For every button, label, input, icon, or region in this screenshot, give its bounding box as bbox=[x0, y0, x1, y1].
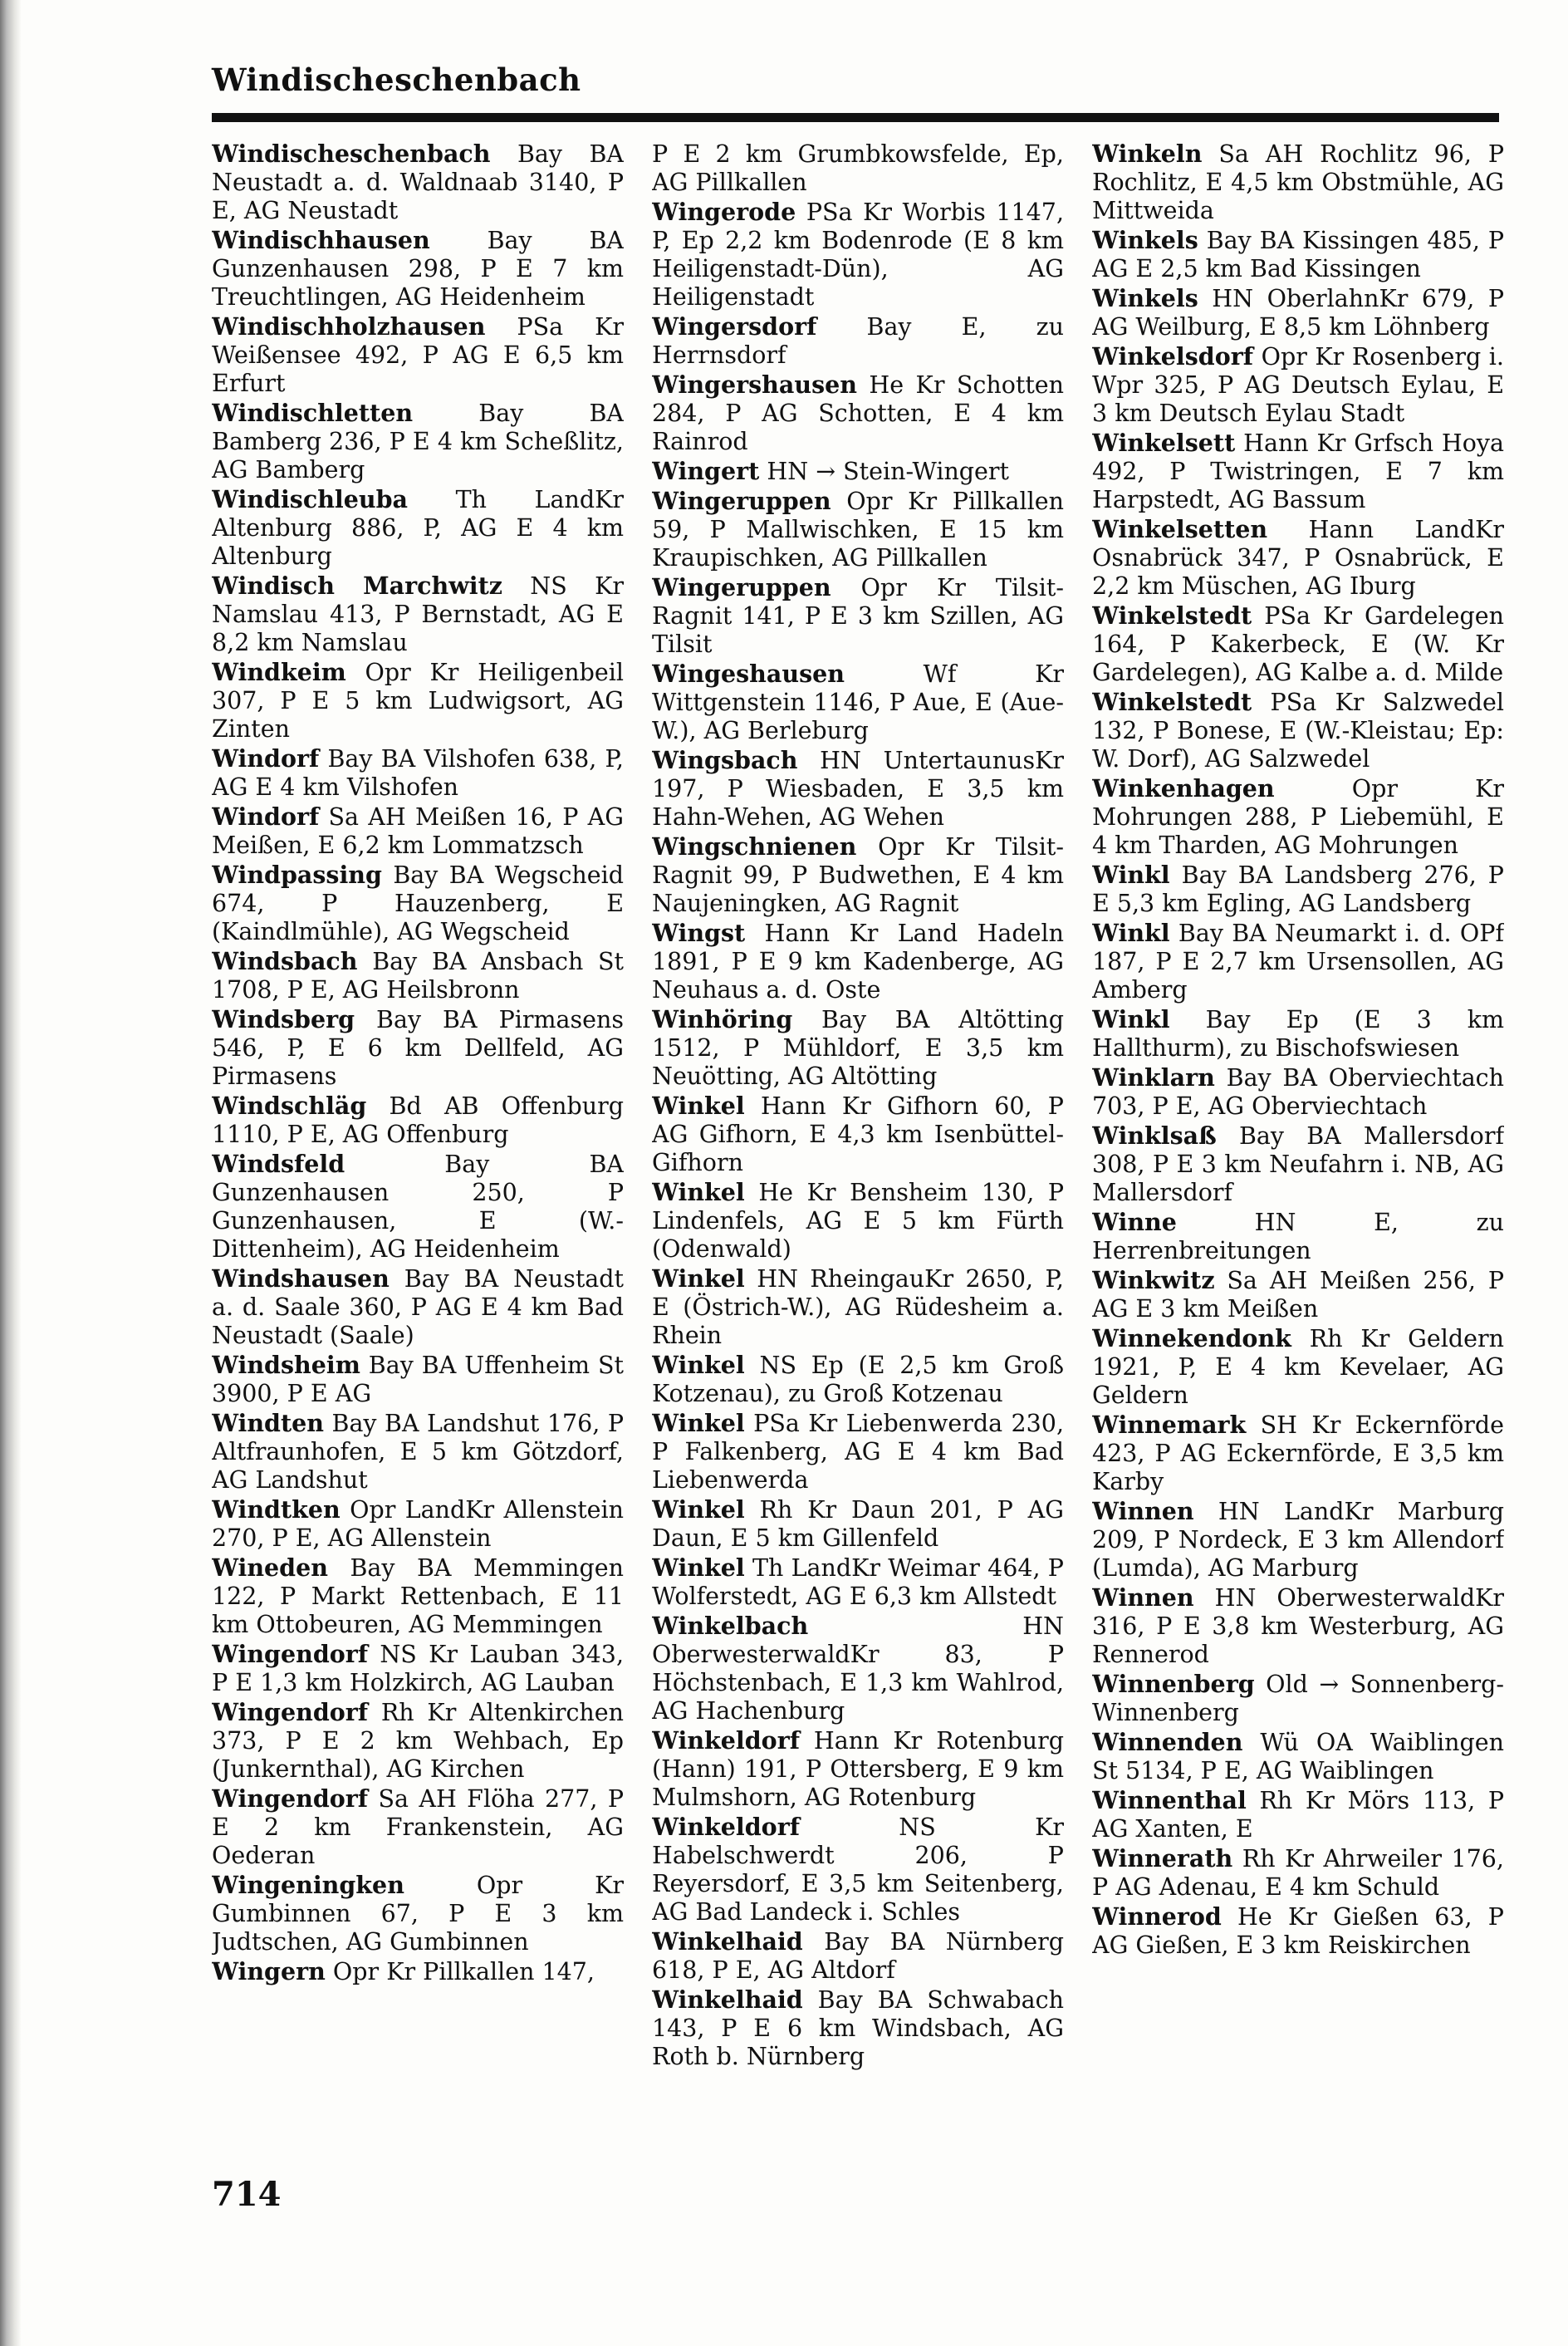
gazetteer-entry bbox=[652, 919, 1064, 1004]
entry-headword: Winnerath bbox=[1092, 1844, 1233, 1872]
entry-text: Hann Kr Land Hadeln 1891, P E 9 km Kadenberge, AG Neuhaus a. d. Oste bbox=[652, 920, 1064, 1004]
entry-headword: Winnenthal bbox=[1092, 1786, 1247, 1814]
entry-headword: Wineden bbox=[212, 1553, 328, 1582]
entry-headword: Winkelsett bbox=[1092, 429, 1236, 457]
entry-headword: Windsbach bbox=[212, 947, 358, 975]
entry-text: Opr LandKr Allenstein 270, P E, AG Allenstein bbox=[212, 1496, 624, 1552]
book-binding-edge bbox=[0, 0, 22, 2346]
entry-text: Bay BA Neustadt a. d. Waldnaab 3140, P E, AG Neustadt bbox=[212, 140, 624, 224]
gazetteer-entry bbox=[652, 1178, 1064, 1264]
gazetteer-entry bbox=[1092, 1844, 1504, 1902]
entry-headword: Windten bbox=[212, 1409, 324, 1437]
entry-headword: Winkelhaid bbox=[652, 1927, 803, 1956]
entry-text: Rh Kr Daun 201, P AG Daun, E 5 km Gillenfeld bbox=[652, 1496, 1064, 1552]
gazetteer-entry bbox=[652, 1612, 1064, 1725]
entry-headword: Wingst bbox=[652, 919, 746, 947]
gazetteer-entry bbox=[652, 746, 1064, 832]
gazetteer-entry bbox=[212, 1092, 624, 1149]
gazetteer-entry bbox=[212, 658, 624, 744]
entry-text: Bay BA Pirmasens 546, P, E 6 km Dellfeld, AG Pirmasens bbox=[212, 1006, 624, 1090]
entry-text: Rh Kr Ahrweiler 176, P AG Adenau, E 4 km Schuld bbox=[1092, 1845, 1504, 1901]
entry-text: Wf Kr Wittgenstein 1146, P Aue, E (Aue-W.), AG Berleburg bbox=[652, 660, 1064, 744]
entry-headword: Winnen bbox=[1092, 1497, 1194, 1525]
gazetteer-entry bbox=[1092, 1583, 1504, 1669]
gazetteer-entry bbox=[212, 1264, 624, 1350]
gazetteer-entry bbox=[212, 1698, 624, 1784]
entry-text: HN OberwesterwaldKr 83, P Höchstenbach, E 1,3 km Wahlrod, AG Hachenburg bbox=[652, 1612, 1064, 1725]
gazetteer-entry bbox=[1092, 1266, 1504, 1323]
gazetteer-entry bbox=[1092, 1121, 1504, 1207]
entry-text: Rh Kr Altenkirchen 373, P E 2 km Wehbach, Ep (Junkernthal), AG Kirchen bbox=[212, 1699, 624, 1783]
entry-text: Bay BA Bamberg 236, P E 4 km Scheßlitz, AG Bamberg bbox=[212, 400, 624, 483]
gazetteer-entry bbox=[1092, 1411, 1504, 1496]
entry-text: NS Kr Lauban 343, P E 1,3 km Holzkirch, AG Lauban bbox=[212, 1641, 624, 1696]
entry-text: Old → Sonnenberg-Winnenberg bbox=[1092, 1671, 1504, 1726]
entry-headword: Windshausen bbox=[212, 1264, 390, 1293]
gazetteer-entry bbox=[1092, 226, 1504, 283]
entry-headword: Wingern bbox=[212, 1957, 326, 1985]
gazetteer-entry bbox=[1092, 1902, 1504, 1960]
entry-headword: Windtken bbox=[212, 1495, 341, 1524]
entry-headword: Windischholzhausen bbox=[212, 312, 486, 341]
gazetteer-entry bbox=[652, 1005, 1064, 1091]
gazetteer-entry bbox=[212, 947, 624, 1004]
entry-text: He Kr Gießen 63, P AG Gießen, E 3 km Reiskirchen bbox=[1092, 1903, 1504, 1959]
gazetteer-entry bbox=[212, 861, 624, 946]
entry-headword: Wingschnienen bbox=[652, 832, 857, 861]
entry-headword: Winnemark bbox=[1092, 1411, 1247, 1439]
entry-text: Opr Kr Tilsit-Ragnit 141, P E 3 km Szillen, AG Tilsit bbox=[652, 574, 1064, 658]
entry-headword: Winnekendonk bbox=[1092, 1324, 1291, 1352]
gazetteer-entry bbox=[212, 572, 624, 657]
column-left bbox=[212, 140, 624, 2183]
entry-headword: Winkel bbox=[652, 1495, 745, 1524]
entry-text: Rh Kr Mörs 113, P AG Xanten, E bbox=[1092, 1787, 1504, 1843]
entry-headword: Wingerode bbox=[652, 198, 796, 226]
gazetteer-entry bbox=[652, 1985, 1064, 2071]
entry-headword: Winnen bbox=[1092, 1583, 1194, 1612]
gazetteer-entry bbox=[212, 744, 624, 802]
entry-headword: Winklsaß bbox=[1092, 1121, 1217, 1150]
entry-headword: Winkeln bbox=[1092, 140, 1203, 168]
entry-headword: Windsberg bbox=[212, 1005, 355, 1033]
entry-text: PSa Kr Liebenwerda 230, P Falkenberg, AG E 4 km Bad Liebenwerda bbox=[652, 1410, 1064, 1494]
entry-text: NS Kr Namslau 413, P Bernstadt, AG E 8,2 km Namslau bbox=[212, 572, 624, 656]
header-rule bbox=[212, 113, 1499, 122]
gazetteer-entry bbox=[1092, 140, 1504, 225]
entry-text: Bay BA Vilshofen 638, P, AG E 4 km Vilshofen bbox=[212, 745, 624, 801]
entry-headword: Windschläg bbox=[212, 1092, 367, 1120]
entry-text: Hann Kr Grfsch Hoya 492, P Twistringen, E 7 km Harpstedt, AG Bassum bbox=[1092, 429, 1504, 513]
entry-headword: Windsheim bbox=[212, 1351, 360, 1379]
entry-headword: Windorf bbox=[212, 802, 320, 831]
entry-headword: Winkeldorf bbox=[652, 1726, 800, 1755]
entry-headword: Windischeschenbach bbox=[212, 140, 491, 168]
gazetteer-entry bbox=[652, 1495, 1064, 1553]
entry-headword: Winkel bbox=[652, 1178, 745, 1206]
entry-headword: Windkeim bbox=[212, 658, 346, 686]
entry-text: Bay BA Nürnberg 618, P E, AG Altdorf bbox=[652, 1928, 1064, 1984]
entry-text: HN E, zu Herrenbreitungen bbox=[1092, 1209, 1504, 1264]
entry-text: HN OberlahnKr 679, P AG Weilburg, E 8,5 km Löhnberg bbox=[1092, 285, 1504, 341]
gazetteer-entry bbox=[1092, 1728, 1504, 1785]
entry-headword: Wingeshausen bbox=[652, 660, 845, 688]
entry-headword: Winkelhaid bbox=[652, 1985, 803, 2014]
gazetteer-entry bbox=[1092, 774, 1504, 860]
running-head: Windischeschenbach bbox=[212, 61, 581, 98]
entry-headword: Winkelstedt bbox=[1092, 688, 1252, 716]
entry-headword: Windischhausen bbox=[212, 226, 430, 254]
entry-text: Bay BA Kissingen 485, P AG E 2,5 km Bad Kissingen bbox=[1092, 227, 1504, 282]
entry-headword: Wingeningken bbox=[212, 1871, 404, 1899]
entry-headword: Winkel bbox=[652, 1553, 745, 1582]
entry-headword: Winkwitz bbox=[1092, 1266, 1215, 1294]
gazetteer-entry bbox=[1092, 1005, 1504, 1063]
gazetteer-entry bbox=[1092, 1497, 1504, 1583]
entry-headword: Windsfeld bbox=[212, 1150, 345, 1178]
entry-headword: Winkelsdorf bbox=[1092, 342, 1254, 371]
gazetteer-entry bbox=[212, 399, 624, 484]
entry-text: P E 2 km Grumbkowsfelde, Ep, AG Pillkallen bbox=[652, 140, 1064, 196]
entry-text: Th LandKr Altenburg 886, P, AG E 4 km Altenburg bbox=[212, 486, 624, 570]
entry-headword: Wingendorf bbox=[212, 1784, 369, 1813]
entry-text: Bay Ep (E 3 km Hallthurm), zu Bischofswiesen bbox=[1092, 1006, 1504, 1062]
entry-headword: Winkl bbox=[1092, 1005, 1170, 1033]
gazetteer-entry bbox=[652, 140, 1064, 197]
gazetteer-entry bbox=[1092, 1324, 1504, 1410]
entry-text: HN UntertaunusKr 197, P Wiesbaden, E 3,5 km Hahn-Wehen, AG Wehen bbox=[652, 747, 1064, 831]
entry-text: Bay BA Schwabach 143, P E 6 km Windsbach, AG Roth b. Nürnberg bbox=[652, 1986, 1064, 2070]
gazetteer-entry bbox=[652, 487, 1064, 572]
entry-headword: Wingershausen bbox=[652, 371, 857, 399]
gazetteer-entry bbox=[652, 371, 1064, 456]
entry-headword: Winkel bbox=[652, 1409, 745, 1437]
gazetteer-entry bbox=[1092, 601, 1504, 687]
gazetteer-entry bbox=[1092, 284, 1504, 341]
entry-headword: Winkels bbox=[1092, 284, 1198, 312]
entry-text: Opr Kr Rosenberg i. Wpr 325, P AG Deutsch Eylau, E 3 km Deutsch Eylau Stadt bbox=[1092, 343, 1504, 427]
gazetteer-entry bbox=[652, 198, 1064, 312]
entry-text: PSa Kr Worbis 1147, P, Ep 2,2 km Bodenrode (E 8 km Heiligenstadt-Dün), AG Heiligenstadt bbox=[652, 199, 1064, 311]
entry-text: Opr Kr Mohrungen 288, P Liebemühl, E 4 km Tharden, AG Mohrungen bbox=[1092, 775, 1504, 859]
gazetteer-entry bbox=[1092, 919, 1504, 1004]
entry-text: Opr Kr Pillkallen 59, P Mallwischken, E 15 km Kraupischken, AG Pillkallen bbox=[652, 488, 1064, 572]
entry-headword: Winkelsetten bbox=[1092, 515, 1268, 543]
entry-headword: Windpassing bbox=[212, 861, 382, 889]
gazetteer-entry bbox=[1092, 429, 1504, 514]
entry-headword: Wingendorf bbox=[212, 1698, 369, 1726]
gazetteer-entry bbox=[652, 1351, 1064, 1408]
entry-text: Bay BA Ansbach St 1708, P E, AG Heilsbronn bbox=[212, 948, 624, 1004]
column-right bbox=[1092, 140, 1504, 2183]
entry-text: Opr Kr Gumbinnen 67, P E 3 km Judtschen, AG Gumbinnen bbox=[212, 1872, 624, 1956]
entry-text: Bay BA Neustadt a. d. Saale 360, P AG E 4 km Bad Neustadt (Saale) bbox=[212, 1265, 624, 1349]
gazetteer-entry bbox=[652, 312, 1064, 370]
dictionary-page bbox=[212, 58, 1503, 2301]
entry-headword: Winnenberg bbox=[1092, 1670, 1255, 1698]
entry-text: Bay BA Gunzenhausen 250, P Gunzenhausen, E (W.-Dittenheim), AG Heidenheim bbox=[212, 1151, 624, 1263]
entry-text: Bd AB Offenburg 1110, P E, AG Offenburg bbox=[212, 1092, 624, 1148]
gazetteer-entry bbox=[212, 1495, 624, 1553]
entry-headword: Windischleuba bbox=[212, 485, 409, 513]
entry-text: Sa AH Meißen 256, P AG E 3 km Meißen bbox=[1092, 1267, 1504, 1323]
entry-text: Hann Kr Gifhorn 60, P AG Gifhorn, E 4,3 km Isenbüttel-Gifhorn bbox=[652, 1092, 1064, 1176]
gazetteer-entry bbox=[652, 1264, 1064, 1350]
entry-headword: Winkeldorf bbox=[652, 1813, 800, 1841]
gazetteer-entry bbox=[1092, 1786, 1504, 1843]
entry-text: Opr Kr Tilsit-Ragnit 99, P Budwethen, E 4 km Naujeningken, AG Ragnit bbox=[652, 833, 1064, 917]
gazetteer-entry bbox=[652, 1927, 1064, 1985]
entry-text: Sa AH Flöha 277, P E 2 km Frankenstein, AG Oederan bbox=[212, 1785, 624, 1869]
entry-headword: Wingeruppen bbox=[652, 487, 831, 515]
entry-text: Opr Kr Heiligenbeil 307, P E 5 km Ludwigsort, AG Zinten bbox=[212, 659, 624, 743]
entry-text: HN → Stein-Wingert bbox=[759, 458, 1009, 485]
gazetteer-entry bbox=[1092, 1063, 1504, 1121]
entry-text: Bay BA Gunzenhausen 298, P E 7 km Treuchtlingen, AG Heidenheim bbox=[212, 227, 624, 311]
entry-text: Sa AH Meißen 16, P AG Meißen, E 6,2 km Lommatzsch bbox=[212, 803, 624, 859]
entry-text: Opr Kr Pillkallen 147, bbox=[325, 1958, 595, 1985]
entry-headword: Winkelbach bbox=[652, 1612, 809, 1640]
entry-text: He Kr Bensheim 130, P Lindenfels, AG E 5 km Fürth (Odenwald) bbox=[652, 1179, 1064, 1263]
entry-text: Hann Kr Rotenburg (Hann) 191, P Ottersberg, E 9 km Mulmshorn, AG Rotenburg bbox=[652, 1727, 1064, 1811]
entry-text: Th LandKr Weimar 464, P Wolferstedt, AG E 6,3 km Allstedt bbox=[652, 1554, 1064, 1610]
gazetteer-entry bbox=[652, 1092, 1064, 1177]
gazetteer-entry bbox=[212, 485, 624, 571]
gazetteer-entry bbox=[1092, 1208, 1504, 1265]
gazetteer-entry bbox=[652, 1409, 1064, 1494]
entry-headword: Winkel bbox=[652, 1264, 745, 1293]
entry-text: PSa Kr Weißensee 492, P AG E 6,5 km Erfurt bbox=[212, 313, 624, 397]
entry-text: NS Ep (E 2,5 km Groß Kotzenau), zu Groß Kotzenau bbox=[652, 1352, 1064, 1407]
gazetteer-entry bbox=[212, 1640, 624, 1697]
entry-text: HN LandKr Marburg 209, P Nordeck, E 3 km Allendorf (Lumda), AG Marburg bbox=[1092, 1498, 1504, 1582]
gazetteer-entry bbox=[212, 802, 624, 860]
entry-text: Rh Kr Geldern 1921, P, E 4 km Kevelaer, AG Geldern bbox=[1092, 1325, 1504, 1409]
entry-headword: Winkl bbox=[1092, 861, 1170, 889]
entry-text: Bay BA Altötting 1512, P Mühldorf, E 3,5 km Neuötting, AG Altötting bbox=[652, 1006, 1064, 1090]
entry-text: PSa Kr Salzwedel 132, P Bonese, E (W.-Kleistau; Ep: W. Dorf), AG Salzwedel bbox=[1092, 689, 1504, 773]
gazetteer-entry bbox=[212, 1957, 624, 1986]
entry-text: Bay BA Mallersdorf 308, P E 3 km Neufahrn i. NB, AG Mallersdorf bbox=[1092, 1122, 1504, 1206]
entry-headword: Winne bbox=[1092, 1208, 1177, 1236]
gazetteer-entry bbox=[212, 140, 624, 225]
gazetteer-entry bbox=[652, 1813, 1064, 1926]
entry-headword: Winkel bbox=[652, 1092, 745, 1120]
gazetteer-entry bbox=[212, 1150, 624, 1264]
gazetteer-entry bbox=[212, 1351, 624, 1408]
entry-text: Bay BA Uffenheim St 3900, P E AG bbox=[212, 1352, 624, 1407]
entry-text: SH Kr Eckernförde 423, P AG Eckernförde, E 3,5 km Karby bbox=[1092, 1411, 1504, 1495]
gazetteer-entry bbox=[652, 832, 1064, 918]
entry-headword: Winklarn bbox=[1092, 1063, 1215, 1092]
gazetteer-entry bbox=[1092, 342, 1504, 428]
entry-text: He Kr Schotten 284, P AG Schotten, E 4 km Rainrod bbox=[652, 371, 1064, 455]
gazetteer-entry bbox=[652, 457, 1064, 486]
entry-text: NS Kr Habelschwerdt 206, P Reyersdorf, E 3,5 km Seitenberg, AG Bad Landeck i. Schles bbox=[652, 1813, 1064, 1926]
entry-text: Bay BA Landsberg 276, P E 5,3 km Egling, AG Landsberg bbox=[1092, 861, 1504, 917]
entry-text: Bay BA Oberviechtach 703, P E, AG Oberviechtach bbox=[1092, 1064, 1504, 1120]
entry-headword: Winkl bbox=[1092, 919, 1170, 947]
entry-text: Bay BA Wegscheid 674, P Hauzenberg, E (Kaindlmühle), AG Wegscheid bbox=[212, 861, 624, 945]
entry-text: Bay BA Landshut 176, P Altfraunhofen, E 5 km Götzdorf, AG Landshut bbox=[212, 1410, 624, 1494]
entry-text: Wü OA Waiblingen St 5134, P E, AG Waiblingen bbox=[1092, 1729, 1504, 1784]
entry-headword: Winkenhagen bbox=[1092, 774, 1275, 802]
entry-headword: Winkelstedt bbox=[1092, 601, 1252, 630]
gazetteer-entry bbox=[212, 1784, 624, 1870]
entry-headword: Winkels bbox=[1092, 226, 1198, 254]
gazetteer-entry bbox=[1092, 515, 1504, 601]
entry-text: HN RheingauKr 2650, P, E (Östrich-W.), AG Rüdesheim a. Rhein bbox=[652, 1265, 1064, 1349]
gazetteer-entry bbox=[1092, 688, 1504, 773]
entry-text: Sa AH Rochlitz 96, P Rochlitz, E 4,5 km Obstmühle, AG Mittweida bbox=[1092, 140, 1504, 224]
gazetteer-entry bbox=[1092, 1670, 1504, 1727]
entry-headword: Windorf bbox=[212, 744, 320, 773]
entry-text: HN OberwesterwaldKr 316, P E 3,8 km Westerburg, AG Rennerod bbox=[1092, 1584, 1504, 1668]
entry-headword: Wingendorf bbox=[212, 1640, 369, 1668]
entry-text: Hann LandKr Osnabrück 347, P Osnabrück, E 2,2 km Müschen, AG Iburg bbox=[1092, 516, 1504, 600]
entry-headword: Winnerod bbox=[1092, 1902, 1222, 1931]
gazetteer-entry bbox=[652, 660, 1064, 745]
gazetteer-entry bbox=[652, 573, 1064, 659]
gazetteer-entry bbox=[652, 1553, 1064, 1611]
entry-headword: Windisch Marchwitz bbox=[212, 572, 502, 600]
entry-text: PSa Kr Gardelegen 164, P Kakerbeck, E (W. Kr Gardelegen), AG Kalbe a. d. Milde bbox=[1092, 602, 1504, 686]
page-number: 714 bbox=[212, 2175, 282, 2214]
entry-columns bbox=[212, 140, 1503, 2183]
gazetteer-entry bbox=[652, 1726, 1064, 1812]
gazetteer-entry bbox=[212, 1409, 624, 1494]
gazetteer-entry bbox=[212, 1553, 624, 1639]
entry-text: Bay BA Memmingen 122, P Markt Rettenbach, E 11 km Ottobeuren, AG Memmingen bbox=[212, 1554, 624, 1638]
gazetteer-entry bbox=[212, 312, 624, 398]
entry-headword: Windischletten bbox=[212, 399, 414, 427]
entry-headword: Winhöring bbox=[652, 1005, 793, 1033]
entry-text: Bay BA Neumarkt i. d. OPf 187, P E 2,7 km Ursensollen, AG Amberg bbox=[1092, 920, 1504, 1004]
entry-headword: Wingsbach bbox=[652, 746, 798, 774]
entry-headword: Wingeruppen bbox=[652, 573, 831, 601]
entry-headword: Winnenden bbox=[1092, 1728, 1243, 1756]
gazetteer-entry bbox=[1092, 861, 1504, 918]
column-middle bbox=[652, 140, 1064, 2183]
gazetteer-entry bbox=[212, 1005, 624, 1091]
gazetteer-entry bbox=[212, 1871, 624, 1956]
entry-text: Bay E, zu Herrnsdorf bbox=[652, 313, 1064, 369]
entry-headword: Winkel bbox=[652, 1351, 745, 1379]
gazetteer-entry bbox=[212, 226, 624, 312]
entry-headword: Wingersdorf bbox=[652, 312, 817, 341]
entry-headword: Wingert bbox=[652, 457, 760, 485]
